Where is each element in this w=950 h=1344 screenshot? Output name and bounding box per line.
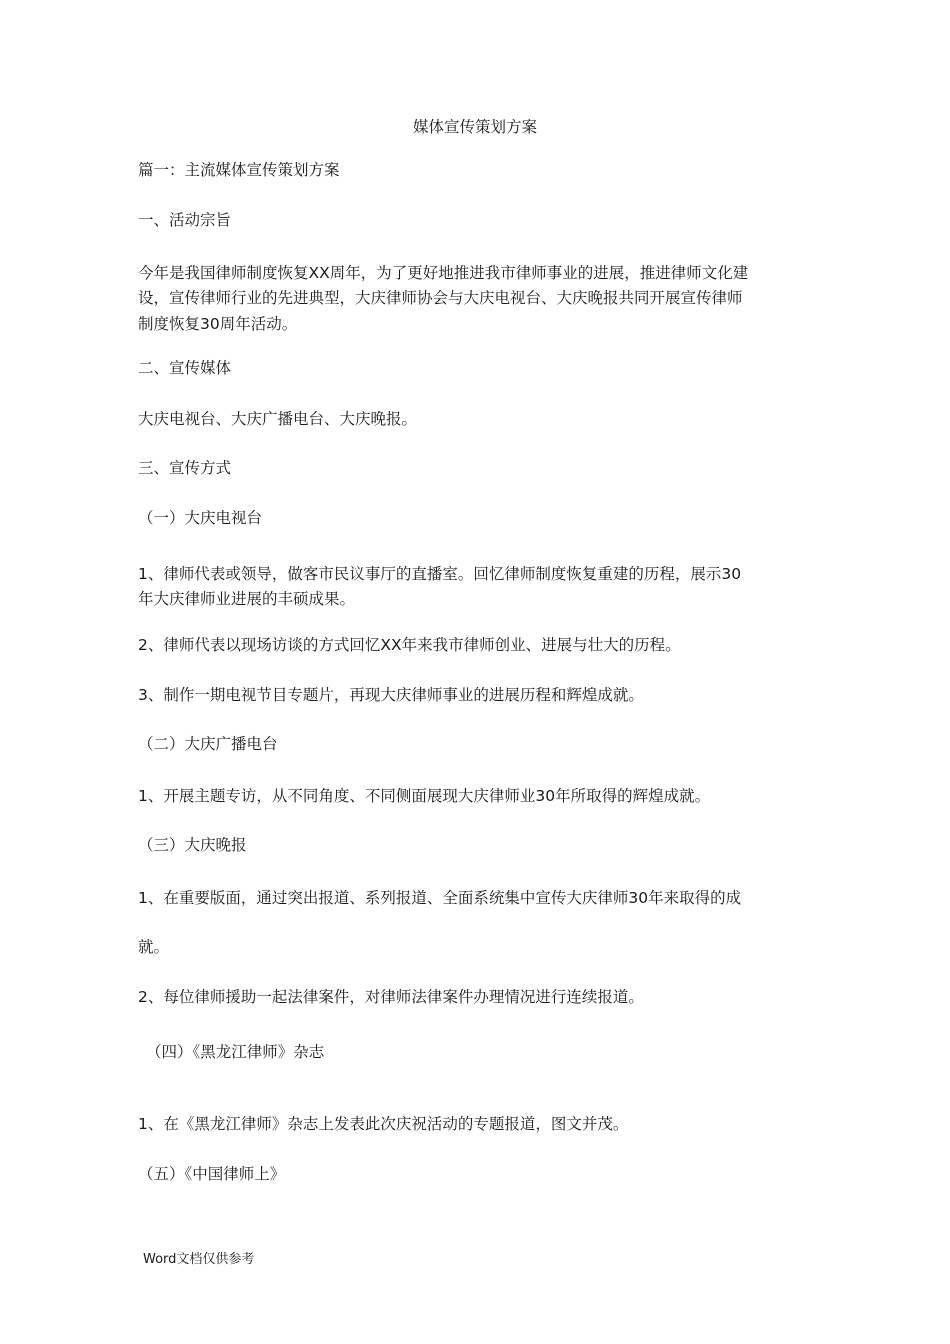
subsection-heading: （二）大庆广播电台 bbox=[138, 735, 278, 753]
paragraph-line: 1、在重要版面，通过突出报道、系列报道、全面系统集中宣传大庆律师30年来取得的成 bbox=[138, 889, 742, 907]
subsection-heading: （一）大庆电视台 bbox=[138, 509, 263, 527]
section-heading: 一、活动宗旨 bbox=[138, 211, 232, 229]
paragraph-line: 1、在《黑龙江律师》杂志上发表此次庆祝活动的专题报道，图文并茂。 bbox=[138, 1115, 629, 1133]
subsection-heading: （四）《黑龙江律师》杂志 bbox=[146, 1043, 325, 1061]
paragraph-line: 今年是我国律师制度恢复XX周年，为了更好地推进我市律师事业的进展，推进律师文化建 bbox=[138, 264, 749, 282]
paragraph-line: 大庆电视台、大庆广播电台、大庆晚报。 bbox=[138, 410, 418, 428]
paragraph-line: 设，宣传律师行业的先进典型，大庆律师协会与大庆电视台、大庆晚报共同开展宣传律师 bbox=[138, 289, 743, 307]
paragraph-line: 2、每位律师援助一起法律案件，对律师法律案件办理情况进行连续报道。 bbox=[138, 988, 644, 1006]
paragraph-line: 3、制作一期电视节目专题片，再现大庆律师事业的进展历程和辉煌成就。 bbox=[138, 686, 644, 704]
paragraph-line: 制度恢复30周年活动。 bbox=[138, 315, 298, 333]
paragraph-line: 1、开展主题专访，从不同角度、不同侧面展现大庆律师业30年所取得的辉煌成就。 bbox=[138, 787, 711, 805]
paragraph-line: 年大庆律师业进展的丰硕成果。 bbox=[138, 590, 356, 608]
subsection-heading: （三）大庆晚报 bbox=[138, 836, 247, 854]
page-footer: Word文档仅供参考 bbox=[143, 1252, 255, 1267]
section-heading: 三、宣传方式 bbox=[138, 459, 232, 477]
section-heading: 篇一：主流媒体宣传策划方案 bbox=[138, 161, 340, 179]
section-heading: 二、宣传媒体 bbox=[138, 359, 232, 377]
paragraph-line: 1、律师代表或领导，做客市民议事厅的直播室。回忆律师制度恢复重建的历程，展示30 bbox=[138, 565, 742, 583]
document-title: 媒体宣传策划方案 bbox=[412, 118, 537, 136]
subsection-heading: （五）《中国律师上》 bbox=[138, 1165, 286, 1183]
paragraph-line: 2、律师代表以现场访谈的方式回忆XX年来我市律师创业、进展与壮大的历程。 bbox=[138, 636, 681, 654]
paragraph-line: 就。 bbox=[138, 938, 170, 956]
